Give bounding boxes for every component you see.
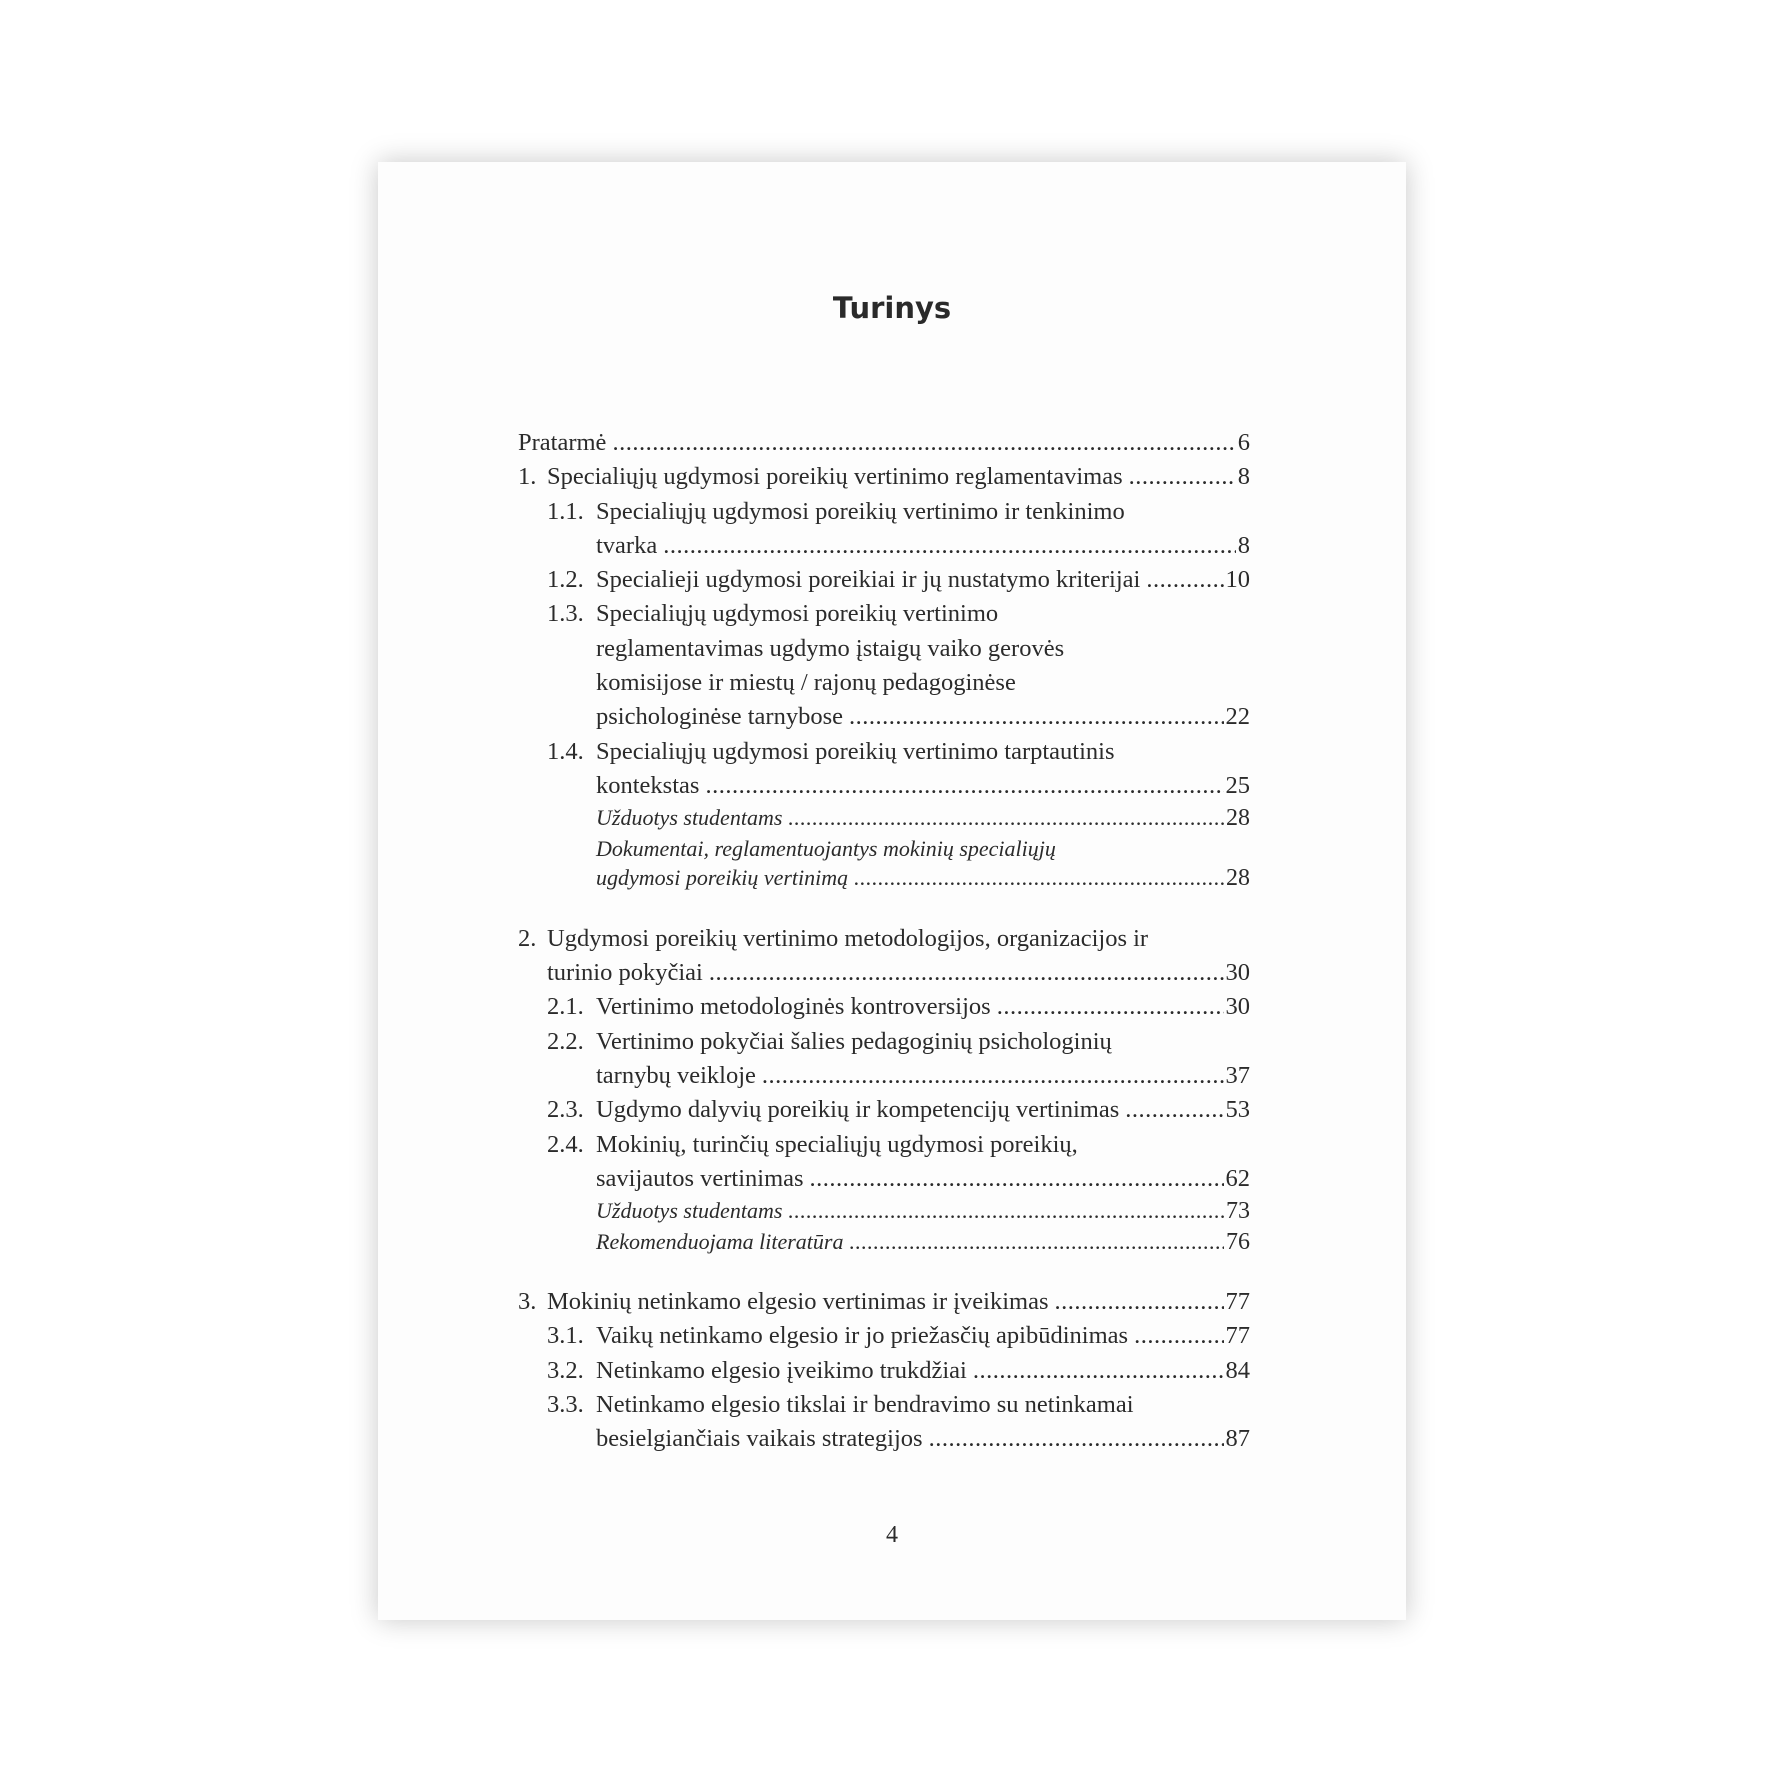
toc-entry-page: 6: [1237, 429, 1250, 456]
toc-entry: [518, 834, 1250, 894]
toc-entry-title-line: Užduotys studentams: [596, 1198, 783, 1224]
toc-entry-number: 1.4.: [547, 737, 584, 765]
page-title: Turinys: [832, 291, 952, 325]
toc-entry-page: 28: [1226, 865, 1250, 892]
dot-leader: [709, 956, 1224, 990]
toc-entry-number: 2.: [518, 924, 537, 952]
toc-entry-title-line: Rekomenduojama literatūra: [596, 1228, 844, 1254]
toc-entry-title-line: turinio pokyčiai: [547, 959, 703, 987]
dot-leader: [929, 1422, 1224, 1456]
toc-entry-title-line: psichologinėse tarnybose: [596, 703, 843, 731]
toc-entry-title-line: ugdymosi poreikių vertinimą: [596, 865, 849, 891]
toc-entry-title-line: Dokumentai, reglamentuojantys mokinių specialiųjų: [596, 835, 1056, 861]
toc-entry-page: 73: [1226, 1198, 1250, 1225]
toc-entry: [518, 990, 1250, 1024]
toc-entry-title-line: tvarka: [596, 531, 658, 559]
toc-entry: [518, 460, 1250, 494]
toc-entry-number: 1.1.: [547, 497, 584, 525]
toc-entry: [518, 1025, 1250, 1094]
toc-entry-page: 8: [1237, 463, 1250, 491]
toc-entry-number: 1.: [518, 463, 537, 491]
toc-entry-title-line: Vertinimo metodologinės kontroversijos: [596, 993, 991, 1021]
dot-leader: [973, 1354, 1224, 1388]
page-number: 4: [886, 1522, 898, 1548]
dot-leader: [1125, 1093, 1223, 1127]
toc-entry-page: 30: [1225, 993, 1250, 1021]
dot-leader: [1134, 1319, 1223, 1353]
toc-entry: [518, 426, 1250, 460]
toc-entry-page: 53: [1225, 1096, 1250, 1124]
toc-entry: [518, 495, 1250, 564]
toc-entry-page: 10: [1225, 566, 1250, 594]
toc-entry: [518, 1285, 1250, 1319]
toc-entry-title-line: Mokinių netinkamo elgesio vertinimas ir įveikimas: [547, 1288, 1049, 1316]
toc-entry-title-line: Vaikų netinkamo elgesio ir jo priežasčių apibūdinimas: [596, 1322, 1129, 1350]
toc-entry: [518, 1128, 1250, 1197]
toc-entry: [518, 735, 1250, 804]
dot-leader: [788, 1196, 1224, 1226]
toc-entry-title-line: Specialieji ugdymosi poreikiai ir jų nustatymo kriterijai: [596, 566, 1141, 594]
toc-entry-page: 37: [1225, 1061, 1250, 1089]
dot-leader: [788, 803, 1224, 833]
dot-leader: [663, 529, 1236, 563]
toc-entry: [518, 1319, 1250, 1353]
dot-leader: [1129, 460, 1236, 494]
toc-entry-title-line: Specialiųjų ugdymosi poreikių vertinimo reglamentavimas: [547, 463, 1123, 491]
toc-entry-page: 25: [1225, 771, 1250, 799]
dot-leader: [849, 1227, 1224, 1257]
dot-leader: [1054, 1285, 1223, 1319]
toc-entry-page: 22: [1225, 703, 1250, 731]
toc-entry-title-line: Netinkamo elgesio įveikimo trukdžiai: [596, 1356, 967, 1384]
toc-entry-title-line: Ugdymo dalyvių poreikių ir kompetencijų vertinimas: [596, 1096, 1120, 1124]
toc-entry-title-line: Pratarmė: [518, 429, 607, 456]
toc-entry-number: 2.4.: [547, 1130, 584, 1158]
toc-entry-title-line: savijautos vertinimas: [596, 1164, 804, 1192]
toc-entry-number: 3.3.: [547, 1391, 584, 1419]
toc-entry: [518, 1354, 1250, 1388]
toc-entry-number: 3.2.: [547, 1356, 584, 1384]
toc-entry-title-line: Vertinimo pokyčiai šalies pedagoginių psichologinių: [596, 1027, 1112, 1055]
toc-entry-title-line: Ugdymosi poreikių vertinimo metodologijos, organizacijos ir: [547, 924, 1149, 952]
toc-entry: [518, 1196, 1250, 1227]
table-of-contents: [518, 426, 1250, 1457]
dot-leader: [705, 769, 1223, 803]
toc-entry-title-line: Netinkamo elgesio tikslai ir bendravimo su netinkamai: [596, 1391, 1134, 1419]
dot-leader: [762, 1059, 1224, 1093]
toc-entry: [518, 922, 1250, 991]
toc-entry-page: 87: [1225, 1425, 1250, 1453]
toc-entry: [518, 597, 1250, 734]
dot-leader: [810, 1162, 1224, 1196]
toc-entry: [518, 1227, 1250, 1258]
toc-entry-title-line: besielgiančiais vaikais strategijos: [596, 1425, 923, 1453]
toc-entry-title-line: Mokinių, turinčių specialiųjų ugdymosi poreikių,: [596, 1130, 1078, 1158]
toc-entry-page: 62: [1225, 1164, 1250, 1192]
toc-entry-number: 2.3.: [547, 1096, 584, 1124]
toc-entry: [518, 563, 1250, 597]
toc-entry-page: 28: [1226, 805, 1250, 832]
toc-entry-number: 2.1.: [547, 993, 584, 1021]
toc-entry-number: 3.: [518, 1288, 537, 1316]
toc-entry-page: 84: [1225, 1356, 1250, 1384]
toc-entry-number: 1.3.: [547, 600, 584, 628]
toc-entry-title-line: Specialiųjų ugdymosi poreikių vertinimo ir tenkinimo: [596, 497, 1125, 525]
toc-entry-title-line: reglamentavimas ugdymo įstaigų vaiko gerovės: [596, 634, 1065, 662]
dot-leader: [849, 700, 1224, 734]
toc-entry-number: 3.1.: [547, 1322, 584, 1350]
toc-entry-title-line: Specialiųjų ugdymosi poreikių vertinimo: [596, 600, 999, 628]
toc-entry-page: 30: [1225, 959, 1250, 987]
toc-entry: [518, 1388, 1250, 1457]
book-page: [378, 162, 1406, 1620]
toc-entry: [518, 803, 1250, 834]
toc-entry-title-line: kontekstas: [596, 771, 700, 799]
toc-entry-title-line: Specialiųjų ugdymosi poreikių vertinimo tarptautinis: [596, 737, 1115, 765]
toc-entry-number: 1.2.: [547, 566, 584, 594]
toc-entry-number: 2.2.: [547, 1027, 584, 1055]
toc-entry-page: 76: [1226, 1228, 1250, 1255]
dot-leader: [612, 426, 1235, 460]
toc-entry-page: 8: [1237, 531, 1250, 559]
toc-entry-page: 77: [1225, 1322, 1250, 1350]
toc-entry-page: 77: [1225, 1288, 1250, 1316]
toc-entry: [518, 1093, 1250, 1127]
dot-leader: [854, 863, 1224, 893]
toc-entry-title-line: tarnybų veikloje: [596, 1061, 756, 1089]
toc-entry-title-line: komisijose ir miestų / rajonų pedagoginėse: [596, 669, 1016, 697]
dot-leader: [1146, 563, 1223, 597]
toc-entry-title-line: Užduotys studentams: [596, 805, 783, 831]
dot-leader: [997, 990, 1224, 1024]
